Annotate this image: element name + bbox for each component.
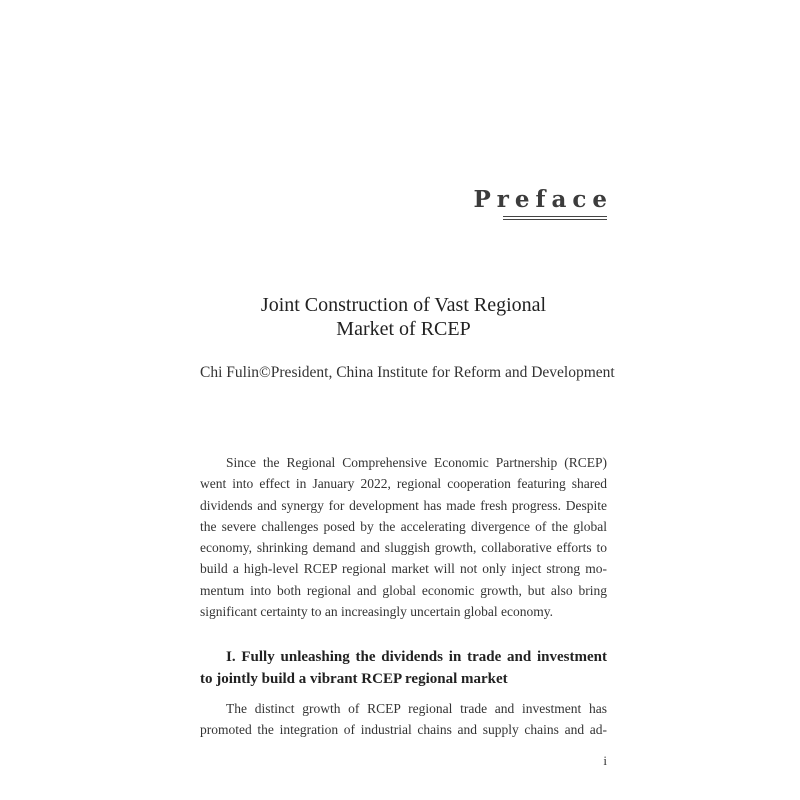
heading-line: to jointly build a vibrant RCEP regional market [200, 671, 508, 687]
text-line: dividends and synergy for development has made fresh progress. Despite [200, 497, 607, 513]
text-line: promoted the integration of industrial chains and supply chains and ad- [200, 722, 607, 738]
author-byline: Chi Fulin©President, China Institute for Reform and Development [200, 364, 615, 381]
text-line: The distinct growth of RCEP regional trade and investment has [226, 701, 607, 716]
text-line: economy, shrinking demand and sluggish growth, collaborative efforts to [200, 540, 607, 556]
page-number: i [603, 753, 607, 768]
text-line: build a high-level RCEP regional market will not only inject strong mo- [200, 561, 607, 577]
article-title [200, 293, 607, 341]
text-line: Since the Regional Comprehensive Economic Partnership (RCEP) [226, 455, 607, 470]
text-line: went into effect in January 2022, regional cooperation featuring shared [200, 476, 607, 492]
text-line: mentum into both regional and global economic growth, but also bring [200, 582, 607, 598]
section-paragraph [200, 698, 607, 741]
article-title-line-1: Joint Construction of Vast Regional [260, 294, 547, 316]
section-heading [200, 646, 607, 690]
section-rule-top [503, 216, 607, 217]
heading-line: I. Fully unleashing the dividends in trade and investment [226, 649, 607, 665]
text-line: significant certainty to an increasingly uncertain global economy. [200, 604, 554, 620]
section-rule-bottom [503, 219, 607, 220]
text-line: the severe challenges posed by the accelerating divergence of the global [200, 518, 607, 534]
section-label: Preface [473, 186, 613, 213]
intro-paragraph [200, 452, 607, 622]
article-title-line-2: Market of RCEP [336, 318, 471, 340]
